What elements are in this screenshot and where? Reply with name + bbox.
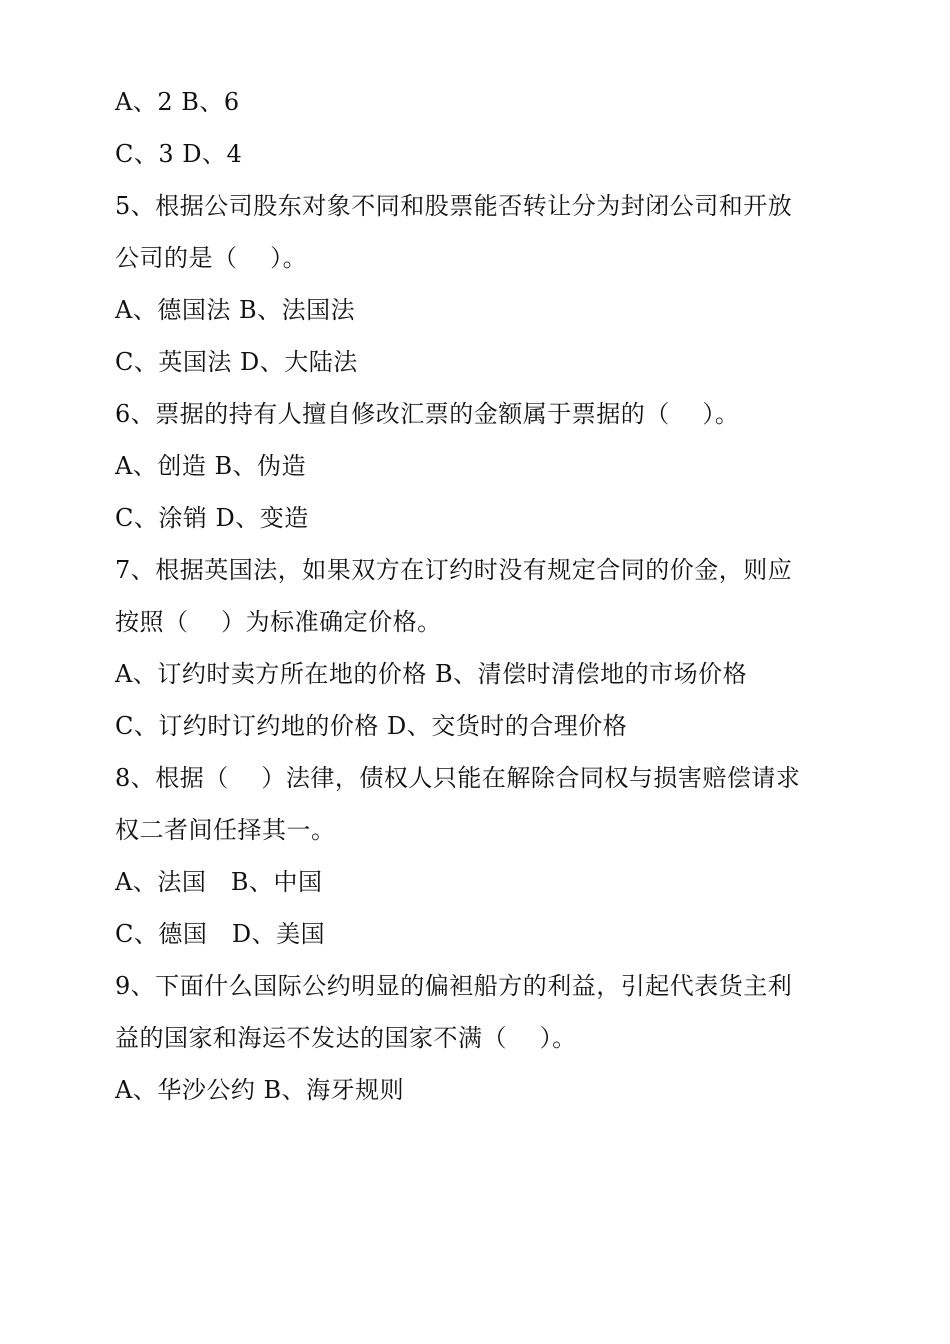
question-5-options-ab: A、德国法 B、法国法 [115, 296, 356, 324]
question-5-text-continued: 公司的是（ ）。 [115, 244, 308, 272]
question-6-options-ab: A、创造 B、伪造 [115, 452, 307, 480]
options-line: A、2 B、6 [115, 88, 240, 116]
question-8-text: 8、根据（ ）法律，债权人只能在解除合同权与损害赔偿请求 [115, 764, 801, 792]
question-9-options-ab: A、华沙公约 B、海牙规则 [115, 1076, 405, 1104]
options-line: C、3 D、4 [115, 140, 243, 168]
question-8-options-cd: C、德国 D、美国 [115, 920, 326, 948]
question-8-text-continued: 权二者间任择其一。 [115, 816, 336, 844]
question-6-text: 6、票据的持有人擅自修改汇票的金额属于票据的（ ）。 [115, 400, 740, 428]
document-body [115, 76, 835, 1116]
question-8-options-ab: A、法国 B、中国 [115, 868, 323, 896]
question-7-text-continued: 按照（ ）为标准确定价格。 [115, 608, 442, 636]
question-9-text: 9、下面什么国际公约明显的偏袒船方的利益，引起代表货主利 [115, 972, 793, 1000]
question-6-options-cd: C、涂销 D、变造 [115, 504, 309, 532]
question-7-options-ab: A、订约时卖方所在地的价格 B、清偿时清偿地的市场价格 [115, 660, 748, 688]
question-7-text: 7、根据英国法，如果双方在订约时没有规定合同的价金，则应 [115, 556, 793, 584]
question-5-options-cd: C、英国法 D、大陆法 [115, 348, 358, 376]
question-9-text-continued: 益的国家和海运不发达的国家不满（ ）。 [115, 1024, 577, 1052]
question-5-text: 5、根据公司股东对象不同和股票能否转让分为封闭公司和开放 [115, 192, 793, 220]
question-7-options-cd: C、订约时订约地的价格 D、交货时的合理价格 [115, 712, 628, 740]
